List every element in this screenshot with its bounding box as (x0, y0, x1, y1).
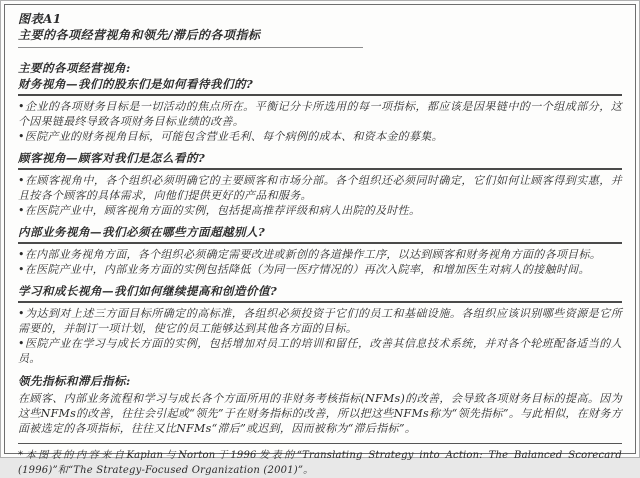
intro-heading: 主要的各项经营视角: (18, 61, 131, 75)
list-item: •在内部业务视角方面，各个组织必须确定需要改进或新创的各道操作工序，以达到顾客和财务视角方面的各项目标。 (18, 248, 602, 261)
section-lead-lag-indicators (18, 374, 622, 436)
footnote-prefix: *本图表的内容来自Kaplan与Norton于1996发表的“ (18, 450, 303, 461)
bullet-list (18, 306, 622, 366)
section-learning-growth (18, 285, 622, 366)
section-customer (18, 152, 622, 218)
list-item: •医院产业在学习与成长方面的实例，包括增加对员工的培训和留任，改善其信息技术系统，并对各个轮班配备适当的人员。 (18, 337, 622, 365)
bullet-list (18, 173, 622, 218)
footnote-book-title-1: Translating Strategy into Action: The Balanced Scorecard (1996) (18, 450, 622, 476)
lead-lag-heading: 领先指标和滞后指标: (18, 374, 131, 388)
figure-title: 主要的各项经营视角和领先/滞后的各项指标 (18, 28, 261, 42)
footnote-book-title-2: The Strategy-Focused Organization (2001) (73, 465, 298, 476)
list-item: •在医院产业中，内部业务方面的实例包括降低（为同一医疗情况的）再次入院率，和增加医生对病人的接触时间。 (18, 263, 590, 276)
list-item: •医院产业的财务视角目标，可能包含营业毛利、每个病例的成本、和资本金的募集。 (18, 130, 443, 143)
section-financial (18, 78, 622, 144)
section-heading: 财务视角—我们的股东们是如何看待我们的? (18, 78, 622, 96)
content-frame (4, 4, 636, 476)
list-item: •在顾客视角中，各个组织必须明确它的主要顾客和市场分部。各个组织还必须同时确定，它们如何让顾客得到实惠，并且按各个顾客的具体需求，向他们提供更好的产品和服务。 (18, 174, 622, 202)
lead-lag-paragraph: 在顾客、内部业务流程和学习与成长各个方面所用的非财务考核指标(NFMs)的改善，会导致各项财务目标的提高。因为这些NFMs的改善，往往会引起或“领先”于在财务指标的改善，所以把这些NFMs称为“领先指标”。与此相似，在财务方面被选定的各项指标，往往又比NFMs“滞后”或迟到，因而被称为“滞后指标”。 (18, 392, 622, 435)
footnote-divider (18, 443, 622, 444)
list-item: •企业的各项财务目标是一切活动的焦点所在。平衡记分卡所选用的每一项指标，都应该是因果链中的一个组成部分，这个因果链最终导致各项财务目标业绩的改善。 (18, 100, 622, 128)
bullet-list (18, 247, 622, 277)
list-item: •为达到对上述三方面目标所确定的高标准，各组织必须投资于它们的员工和基础设施。各组织应该识别哪些资源是它所需要的，并制订一项计划，使它的员工能够达到其他各方面的目标。 (18, 307, 622, 335)
section-internal-business (18, 226, 622, 277)
figure-label: 图表A1 (18, 12, 62, 26)
section-heading: 顾客视角—顾客对我们是怎么看的? (18, 152, 622, 170)
section-heading: 内部业务视角—我们必须在哪些方面超越别人? (18, 226, 622, 244)
bullet-list (18, 99, 622, 144)
footnote-suffix: ”。 (297, 465, 314, 476)
footnote (18, 448, 622, 478)
section-heading: 学习和成长视角—我们如何继续提高和创造价值? (18, 285, 622, 303)
list-item: •在医院产业中，顾客视角方面的实例，包括提高推荐评级和病人出院的及时性。 (18, 204, 421, 217)
title-divider (18, 47, 363, 48)
footnote-middle: ”和“ (52, 465, 74, 476)
